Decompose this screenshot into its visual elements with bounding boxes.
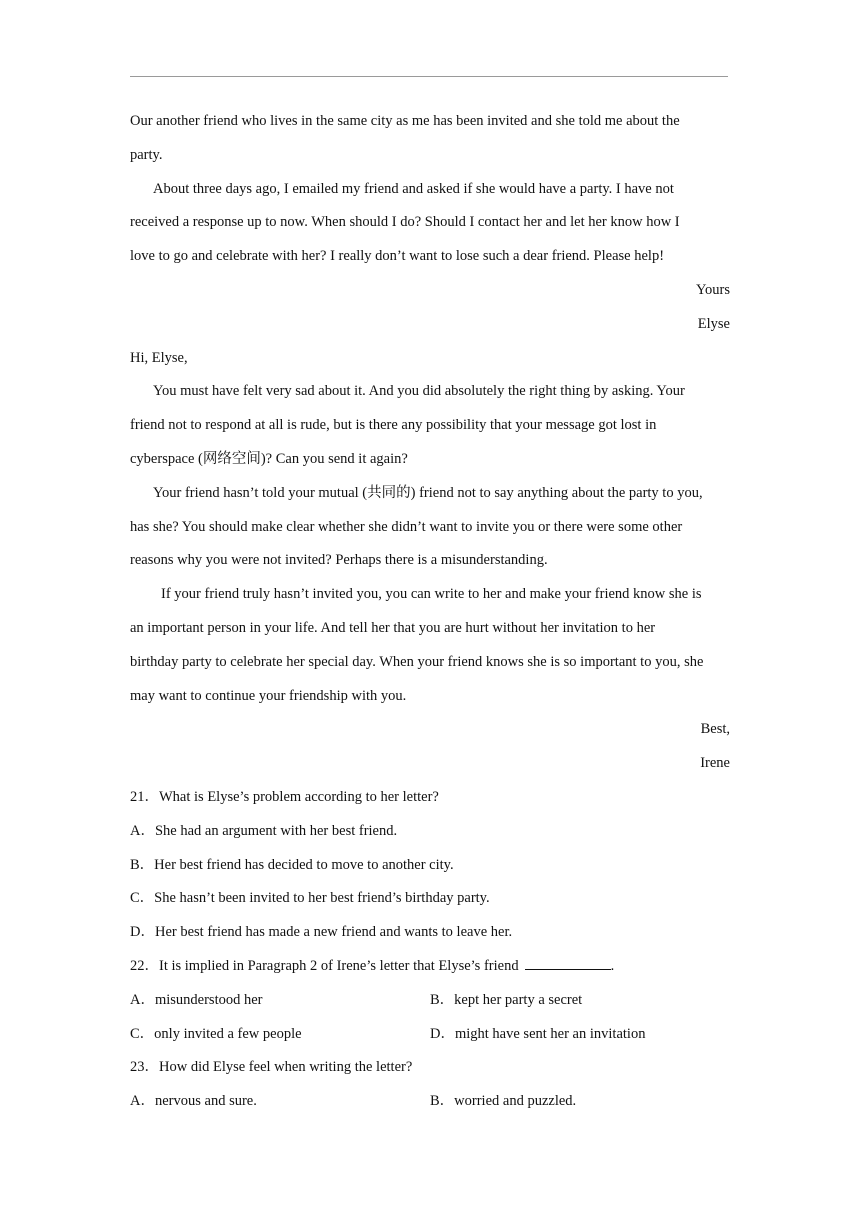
option-b: B．Her best friend has decided to move to another city.	[130, 856, 454, 873]
signoff: Best,	[700, 721, 730, 738]
question-stem-text: 22．It is implied in Paragraph 2 of Irene’s letter that Elyse’s friend	[130, 957, 519, 974]
option-a: A．nervous and sure.	[130, 1093, 257, 1110]
option-c: C．only invited a few people	[130, 1025, 302, 1042]
question-stem	[130, 950, 730, 984]
greeting: Hi, Elyse,	[130, 349, 188, 366]
option-b: B．kept her party a secret	[430, 991, 583, 1008]
header-rule	[130, 76, 728, 77]
text-line: may want to continue your friendship with you.	[130, 687, 407, 704]
signoff: Yours	[696, 281, 730, 298]
text-line: If your friend truly hasn’t invited you, you can write to her and make your friend know she is	[161, 586, 702, 603]
text-line: party.	[130, 146, 163, 163]
option-d: D．might have sent her an invitation	[430, 1025, 646, 1042]
text-line: received a response up to now. When should I do? Should I contact her and let her know how I	[130, 214, 680, 231]
question-stem: 21．What is Elyse’s problem according to her letter?	[130, 788, 439, 805]
text-line: cyberspace (网络空间)? Can you send it again?	[130, 450, 408, 467]
question-stem-end: .	[610, 957, 615, 974]
text-line: You must have felt very sad about it. And you did absolutely the right thing by asking. Your	[153, 383, 685, 400]
option-row	[130, 1085, 730, 1119]
document-body	[130, 105, 730, 1119]
text-line: birthday party to celebrate her special day. When your friend knows she is so important to you, she	[130, 653, 704, 670]
option-c: C．She hasn’t been invited to her best friend’s birthday party.	[130, 890, 490, 907]
signature: Elyse	[697, 315, 730, 332]
option-row	[130, 984, 730, 1018]
option-a: A．misunderstood her	[130, 991, 263, 1008]
option-d: D．Her best friend has made a new friend and wants to leave her.	[130, 924, 513, 941]
text-line: an important person in your life. And tell her that you are hurt without her invitation to her	[130, 619, 656, 636]
text-line: friend not to respond at all is rude, but is there any possibility that your message got lost in	[130, 417, 657, 434]
text-line: love to go and celebrate with her? I really don’t want to lose such a dear friend. Please help!	[130, 248, 665, 265]
option-a: A．She had an argument with her best friend.	[130, 822, 398, 839]
text-line: About three days ago, I emailed my friend and asked if she would have a party. I have not	[153, 180, 674, 197]
answer-blank	[525, 955, 611, 970]
signature: Irene	[700, 755, 730, 772]
text-line: reasons why you were not invited? Perhaps there is a misunderstanding.	[130, 552, 548, 569]
option-b: B．worried and puzzled.	[430, 1093, 577, 1110]
question-stem: 23．How did Elyse feel when writing the letter?	[130, 1059, 413, 1076]
text-line: Our another friend who lives in the same city as me has been invited and she told me about the	[130, 113, 680, 129]
option-row	[130, 1018, 730, 1052]
text-line: Your friend hasn’t told your mutual (共同的) friend not to say anything about the party to you,	[153, 484, 703, 501]
text-line: has she? You should make clear whether she didn’t want to invite you or there were some other	[130, 518, 683, 535]
